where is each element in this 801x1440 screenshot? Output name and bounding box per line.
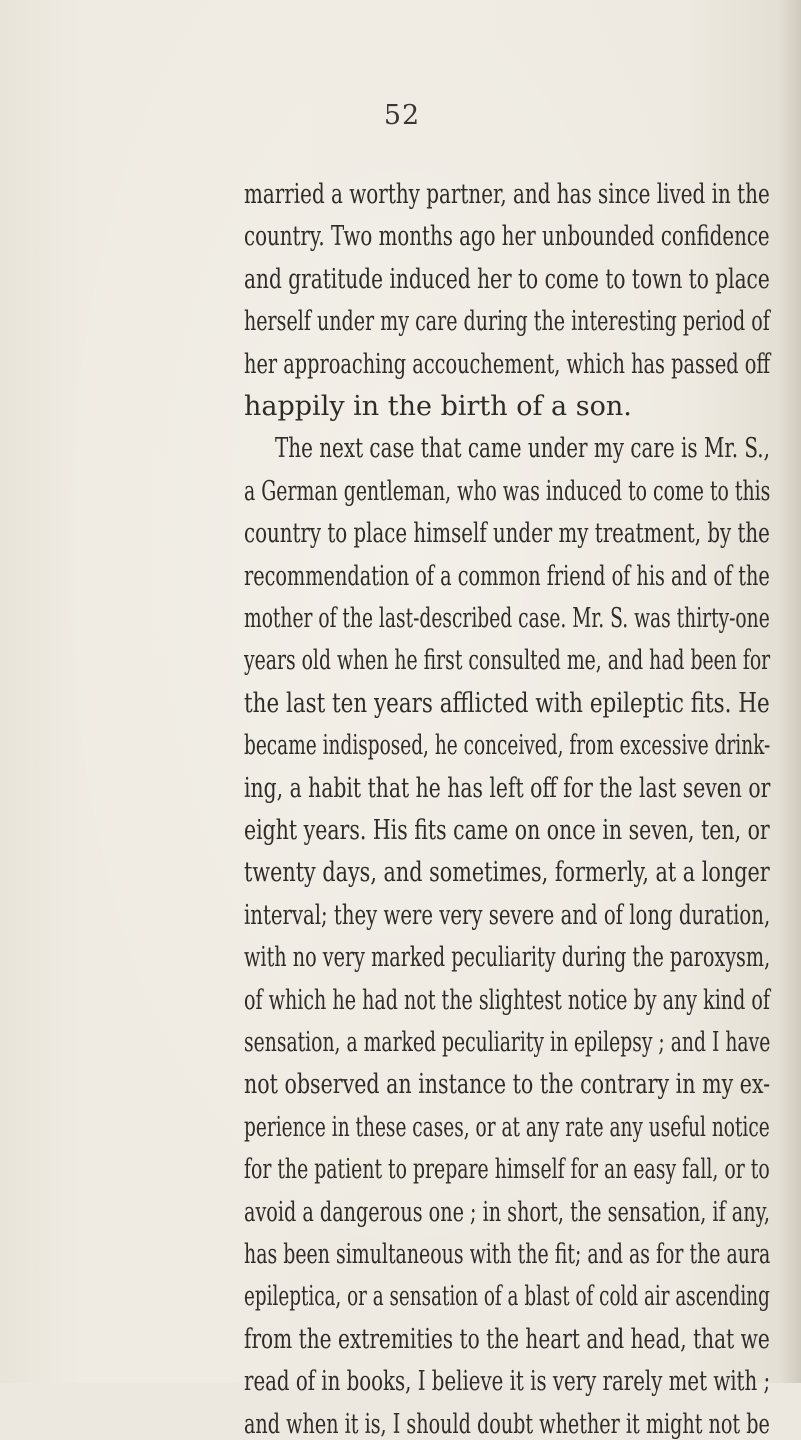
- text-line: has been simultaneous with the fit; and as for the aura: [244, 1239, 771, 1270]
- text-line: recommendation of a common friend of his and of the: [244, 560, 770, 592]
- text-line: herself under my care during the interesting period of: [244, 306, 770, 338]
- text-line: for the patient to prepare himself for an easy fall, or to: [244, 1154, 770, 1186]
- text-line: the last ten years afflicted with epileptic fits. He: [244, 687, 770, 719]
- text-line: became indisposed, he conceived, from excessive drink-: [244, 730, 771, 762]
- text-line: perience in these cases, or at any rate any useful notice: [244, 1111, 770, 1143]
- text-line: married a worthy partner, and has since lived in the: [244, 179, 770, 210]
- text-line: happily in the birth of a son.: [244, 391, 632, 422]
- text-line: of which he had not the slightest notice by any kind of: [244, 984, 770, 1016]
- text-line: mother of the last-described case. Mr. S. was thirty-one: [244, 603, 770, 634]
- page-edge-shadow: [779, 0, 801, 1383]
- text-line: years old when he first consulted me, and had been for: [244, 645, 771, 677]
- text-line: epileptica, or a sensation of a blast of cold air ascending: [244, 1281, 770, 1313]
- text-line: ing, a habit that he has left off for the last seven or: [244, 772, 771, 804]
- text-line: country to place himself under my treatment, by the: [244, 518, 770, 550]
- text-line: her approaching accouchement, which has passed off: [244, 348, 771, 380]
- text-line: a German gentleman, who was induced to come to this: [244, 475, 771, 507]
- text-line: with no very marked peculiarity during the paroxysm,: [244, 942, 771, 974]
- text-line: not observed an instance to the contrary in my ex-: [244, 1069, 771, 1101]
- text-line: from the extremities to the heart and head, that we: [244, 1323, 770, 1355]
- text-line: interval; they were very severe and of long duration,: [244, 899, 771, 931]
- text-line: eight years. His fits came on once in seven, ten, or: [244, 815, 770, 846]
- text-line: sensation, a marked peculiarity in epilepsy ; and I have: [244, 1027, 771, 1058]
- text-line: and gratitude induced her to come to town to place: [244, 263, 770, 295]
- text-line: twenty days, and sometimes, formerly, at a longer: [244, 857, 770, 889]
- text-line: and when it is, I should doubt whether it might not be: [244, 1408, 770, 1440]
- page-number: 52: [383, 100, 421, 131]
- text-line: read of in books, I believe it is very rarely met with ;: [244, 1366, 771, 1398]
- text-line: The next case that came under my care is Mr. S.,: [275, 433, 770, 465]
- text-line: country. Two months ago her unbounded confidence: [244, 221, 770, 253]
- text-line: avoid a dangerous one ; in short, the sensation, if any,: [244, 1196, 770, 1228]
